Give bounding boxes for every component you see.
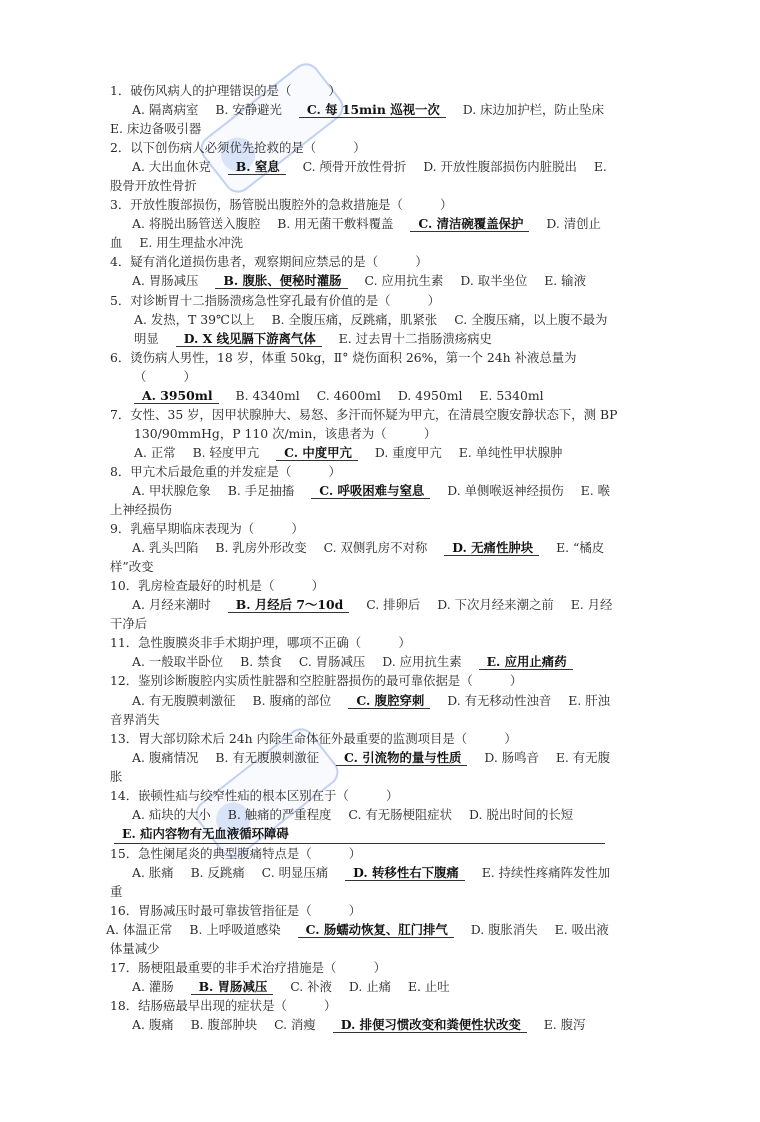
correct-answer-option: C. 呼吸困难与窒息 bbox=[311, 483, 430, 499]
option-list bbox=[110, 1015, 618, 1034]
answer-option: C. 颅骨开放性骨折 bbox=[302, 159, 407, 175]
answer-option: D. 4950ml bbox=[397, 387, 463, 403]
answer-option: D. 止痛 bbox=[348, 979, 391, 995]
option-list bbox=[110, 214, 618, 252]
answer-option: D. 床边加护栏，防止坠床 bbox=[462, 102, 604, 118]
answer-option: E. 月经干净后 bbox=[110, 597, 613, 632]
question-8 bbox=[110, 462, 618, 519]
answer-option: B. 触痛的严重程度 bbox=[227, 806, 332, 822]
answer-option: E. 股骨开放性骨折 bbox=[110, 159, 607, 194]
answer-option: B. 有无腹膜刺激征 bbox=[215, 749, 320, 765]
question-list bbox=[106, 81, 618, 1034]
answer-option: B. 安静避光 bbox=[215, 102, 282, 118]
answer-option: D. 下次月经来潮之前 bbox=[437, 597, 554, 613]
correct-answer-option: B. 月经后 7～10d bbox=[228, 597, 350, 613]
answer-option: B. 反跳痛 bbox=[190, 864, 245, 880]
correct-answer-option: D. 转移性右下腹痛 bbox=[345, 865, 465, 881]
question-stem: 17．肠梗阻最重要的非手术治疗措施是（ ） bbox=[110, 960, 386, 976]
answer-option: A. 将脱出肠管送入腹腔 bbox=[132, 216, 261, 232]
correct-answer-option: B. 腹胀、便秘时灌肠 bbox=[215, 273, 347, 289]
answer-option: B. 乳房外形改变 bbox=[215, 540, 307, 556]
question-7 bbox=[110, 405, 618, 462]
question-13 bbox=[110, 729, 618, 786]
answer-option: E. 吸出液体量减少 bbox=[110, 922, 609, 957]
correct-answer-option: C. 每 15min 巡视一次 bbox=[299, 102, 446, 118]
correct-answer-option: E. 疝内容物有无血液循环障碍 bbox=[114, 824, 605, 844]
option-list bbox=[110, 443, 618, 462]
question-stem: 14．嵌顿性疝与绞窄性疝的根本区别在于（ ） bbox=[110, 787, 399, 803]
answer-option: B. 腹部肿块 bbox=[190, 1017, 258, 1033]
answer-option: B. 用无菌干敷料覆盖 bbox=[277, 216, 394, 232]
answer-option: A. 有无腹膜刺激征 bbox=[132, 692, 236, 708]
answer-option: C. 胃肠减压 bbox=[298, 654, 366, 670]
answer-option: A. 腹痛情况 bbox=[132, 749, 199, 765]
correct-answer-option: D. X 线见膈下游离气体 bbox=[176, 331, 322, 347]
option-list bbox=[106, 920, 618, 958]
question-stem: 18．结肠癌最早出现的症状是（ ） bbox=[110, 998, 337, 1014]
option-list bbox=[110, 863, 618, 901]
option-list bbox=[110, 386, 618, 405]
answer-option: C. 排卵后 bbox=[366, 597, 421, 613]
answer-option: E. 过去胃十二指肠溃疡病史 bbox=[338, 330, 492, 346]
question-stem: 10．乳房检查最好的时机是（ ） bbox=[110, 578, 325, 594]
answer-option: D. 单侧喉返神经损伤 bbox=[447, 482, 564, 498]
answer-option: E. 单纯性甲状腺肿 bbox=[458, 444, 563, 460]
answer-option: C. 4600ml bbox=[316, 387, 381, 403]
answer-option: E. 肝浊音界消失 bbox=[110, 692, 610, 727]
option-list bbox=[110, 538, 618, 576]
question-12 bbox=[110, 671, 618, 728]
correct-answer-option: E. 应用止痛药 bbox=[479, 654, 573, 670]
answer-option: D. 腹胀消失 bbox=[470, 922, 538, 938]
answer-option: A. 月经来潮时 bbox=[132, 597, 211, 613]
question-stem: 3．开放性腹部损伤，肠管脱出腹腔外的急救措施是（ ） bbox=[110, 197, 453, 213]
answer-option: E. 腹泻 bbox=[543, 1017, 586, 1033]
question-16 bbox=[106, 901, 618, 958]
option-list bbox=[110, 652, 618, 671]
answer-option: A. 甲状腺危象 bbox=[132, 482, 211, 498]
question-stem: 7．女性、35 岁，因甲状腺肿大、易怒、多汗而怀疑为甲亢，在清晨空腹安静状态下，测 BP 130/90mmHg，P 110 次/min，该患者为（ ） bbox=[110, 406, 618, 441]
correct-answer-option: C. 中度甲亢 bbox=[276, 445, 358, 461]
answer-option: E. 用生理盐水冲洗 bbox=[139, 235, 244, 251]
option-list bbox=[110, 271, 618, 290]
option-list bbox=[110, 595, 618, 633]
answer-option: A. 体温正常 bbox=[106, 922, 173, 938]
correct-answer-option: C. 清洁碗覆盖保护 bbox=[410, 216, 529, 232]
question-1 bbox=[110, 81, 618, 138]
answer-option: E. 床边备吸引器 bbox=[110, 121, 202, 137]
option-list bbox=[110, 310, 618, 348]
answer-option: E. 有无腹胀 bbox=[110, 749, 610, 784]
question-stem: 6．烫伤病人男性，18 岁，体重 50kg，Ⅱ° 烧伤面积 26%，第一个 24h 补液总量为（ ） bbox=[110, 349, 577, 384]
correct-answer-option: A. 3950ml bbox=[134, 388, 219, 404]
question-6 bbox=[110, 348, 618, 405]
correct-answer-option: C. 引流物的量与性质 bbox=[336, 750, 467, 766]
answer-option: B. 全腹压痛，反跳痛，肌紧张 bbox=[271, 311, 438, 327]
question-14 bbox=[110, 786, 618, 844]
answer-option: A. 一般取半卧位 bbox=[132, 654, 224, 670]
correct-answer-option: D. 排便习惯改变和粪便性状改变 bbox=[333, 1017, 527, 1033]
option-list bbox=[110, 977, 618, 996]
answer-option: A. 正常 bbox=[134, 444, 176, 460]
answer-option: C. 补液 bbox=[290, 979, 332, 995]
question-stem: 8．甲亢术后最危重的并发症是（ ） bbox=[110, 463, 341, 479]
question-9 bbox=[110, 519, 618, 576]
answer-option: A. 胀痛 bbox=[132, 864, 174, 880]
answer-option: D. 清创止血 bbox=[110, 216, 601, 251]
answer-option: B. 手足抽搐 bbox=[227, 482, 295, 498]
answer-option: A. 发热，T 39℃以上 bbox=[134, 311, 255, 327]
question-stem: 9．乳癌早期临床表现为（ ） bbox=[110, 521, 304, 537]
question-stem: 12．鉴别诊断腹腔内实质性脏器和空腔脏器损伤的最可靠依据是（ ） bbox=[110, 673, 523, 689]
answer-option: A. 隔离病室 bbox=[132, 102, 199, 118]
option-list bbox=[110, 481, 618, 519]
correct-answer-option: D. 无痛性肿块 bbox=[444, 540, 539, 556]
answer-option: D. 应用抗生素 bbox=[382, 654, 462, 670]
answer-option: E. 止吐 bbox=[407, 979, 450, 995]
answer-option: C. 全腹压痛，以上腹不最为明显 bbox=[134, 311, 608, 346]
answer-option: D. 取半坐位 bbox=[460, 273, 528, 289]
answer-option: A. 疝块的大小 bbox=[132, 806, 211, 822]
option-list bbox=[110, 748, 618, 786]
answer-option: C. 消瘦 bbox=[274, 1017, 316, 1033]
question-4 bbox=[110, 252, 618, 290]
answer-option: A. 腹痛 bbox=[132, 1017, 174, 1033]
answer-option: A. 乳头凹陷 bbox=[132, 540, 199, 556]
correct-answer-option: C. 腹腔穿刺 bbox=[348, 693, 430, 709]
answer-option: C. 双侧乳房不对称 bbox=[323, 540, 428, 556]
answer-option: E. 5340ml bbox=[479, 387, 544, 403]
question-stem: 15．急性阑尾炎的典型腹痛特点是（ ） bbox=[110, 845, 362, 861]
correct-answer-option: B. 窒息 bbox=[228, 159, 286, 175]
answer-option: D. 重度甲亢 bbox=[374, 444, 442, 460]
answer-option: E. “橘皮样”改变 bbox=[110, 540, 605, 575]
answer-option: A. 大出血休克 bbox=[132, 159, 211, 175]
question-15 bbox=[110, 844, 618, 901]
answer-option: B. 上呼吸道感染 bbox=[189, 922, 281, 938]
question-17 bbox=[110, 958, 618, 996]
answer-option: D. 脱出时间的长短 bbox=[469, 806, 574, 822]
question-5 bbox=[110, 291, 618, 348]
answer-option: C. 应用抗生素 bbox=[364, 273, 444, 289]
answer-option: A. 灌肠 bbox=[132, 979, 174, 995]
question-stem: 13．胃大部切除术后 24h 内除生命体征外最重要的监测项目是（ ） bbox=[110, 730, 517, 746]
question-3 bbox=[110, 195, 618, 252]
answer-option: E. 持续性疼痛阵发性加重 bbox=[110, 864, 611, 899]
question-stem: 5．对诊断胃十二指肠溃疡急性穿孔最有价值的是（ ） bbox=[110, 292, 441, 308]
answer-option: A. 胃肠减压 bbox=[132, 273, 199, 289]
answer-option: B. 腹痛的部位 bbox=[252, 692, 332, 708]
question-stem: 4．疑有消化道损伤患者，观察期间应禁忌的是（ ） bbox=[110, 254, 428, 270]
correct-answer-option: C. 肠蠕动恢复、肛门排气 bbox=[298, 922, 454, 938]
answer-option: B. 轻度甲亢 bbox=[192, 444, 260, 460]
answer-option: D. 有无移动性浊音 bbox=[447, 692, 552, 708]
answer-option: D. 肠鸣音 bbox=[484, 749, 539, 765]
option-list bbox=[110, 100, 618, 138]
question-stem: 1．破伤风病人的护理错误的是（ ） bbox=[110, 83, 341, 98]
option-list bbox=[110, 805, 618, 844]
question-11 bbox=[110, 633, 618, 671]
question-stem: 2．以下创伤病人必须优先抢救的是（ ） bbox=[110, 140, 366, 156]
answer-option: E. 输液 bbox=[544, 273, 586, 289]
question-18 bbox=[110, 996, 618, 1034]
question-2 bbox=[110, 138, 618, 195]
answer-option: C. 明显压痛 bbox=[261, 864, 329, 880]
question-stem: 16．胃肠减压时最可靠拔管指征是（ ） bbox=[110, 903, 362, 919]
question-stem: 11．急性腹膜炎非手术期护理，哪项不正确（ ） bbox=[110, 635, 411, 651]
answer-option: C. 有无肠梗阻症状 bbox=[348, 806, 453, 822]
answer-option: B. 禁食 bbox=[240, 654, 282, 670]
correct-answer-option: B. 胃肠减压 bbox=[191, 979, 274, 995]
answer-option: D. 开放性腹部损伤内脏脱出 bbox=[423, 159, 577, 175]
option-list bbox=[110, 157, 618, 195]
answer-option: B. 4340ml bbox=[235, 387, 300, 403]
option-list bbox=[110, 691, 618, 729]
answer-option: E. 喉上神经损伤 bbox=[110, 482, 610, 518]
question-10 bbox=[110, 576, 618, 633]
